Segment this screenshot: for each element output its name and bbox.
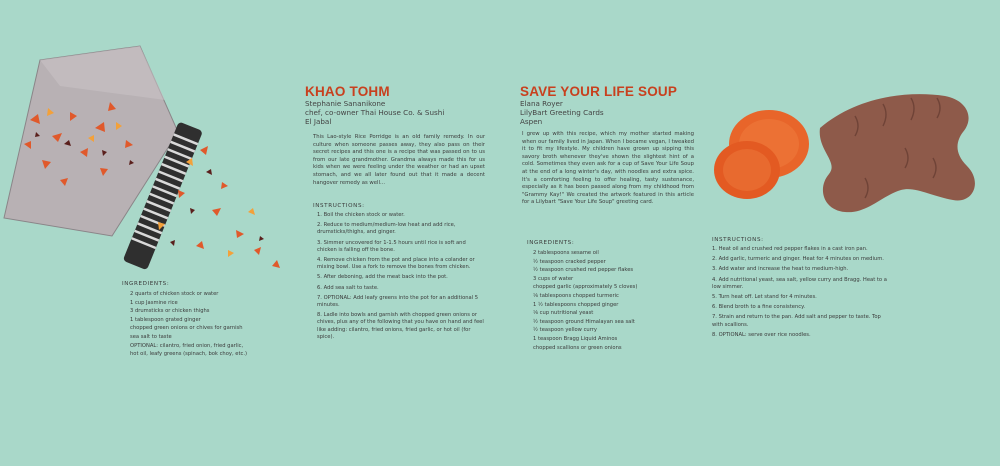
list-item: 5. After deboning, add the meat back into the pot.	[317, 274, 448, 281]
khao-role: chef, co-owner Thai House Co. & Sushi	[305, 108, 445, 118]
khao-ingredients-heading: INGREDIENTS:	[122, 281, 170, 287]
khao-ingredients-section	[122, 281, 282, 359]
list-item: 8. OPTIONAL: serve over rice noodles.	[712, 331, 811, 338]
list-item: 1. Heat oil and crushed red pepper flakes in a cast iron pan.	[712, 246, 868, 252]
soup-place: Aspen	[520, 117, 543, 127]
soup-header	[520, 84, 705, 127]
list-item: 3 cups of water	[533, 275, 574, 282]
list-item: 6. Add sea salt to taste.	[317, 284, 379, 291]
soup-instructions-section	[712, 237, 888, 342]
list-item: ½ teaspoon ground Himalayan sea salt	[533, 318, 635, 325]
list-item: 2. Add garlic, turmeric and ginger. Heat for 4 minutes on medium.	[712, 256, 884, 263]
list-item: 5. Turn heat off. Let stand for 4 minutes.	[712, 294, 817, 301]
soup-instructions-list	[712, 246, 888, 339]
khao-ingredients-list	[122, 290, 282, 359]
list-item: 4. Remove chicken from the pot and place into a colander or mixing bowl. Use a fork to remove the bones from chicken.	[317, 257, 475, 271]
list-item: 7. OPTIONAL: Add leafy greens into the pot for an additional 5 minutes.	[317, 294, 479, 309]
list-item: 1 cup Jasmine rice	[130, 299, 178, 306]
list-item: ½ teaspoon yellow curry	[533, 327, 597, 334]
list-item: sea salt to taste	[130, 333, 172, 340]
soup-ingredients-section	[527, 240, 697, 352]
list-item: OPTIONAL: cilantro, fried onion, fried garlic,	[130, 342, 244, 349]
list-item: chopped garlic (approximately 5 cloves)	[533, 284, 638, 291]
list-item: ⅛ tablespoons chopped turmeric	[533, 292, 619, 299]
list-item: 3. Add water and increase the heat to medium-high.	[712, 266, 849, 273]
soup-ingredients-heading: INGREDIENTS:	[527, 240, 575, 246]
khao-intro: This Lao-style Rice Porridge is an old family remedy. In our culture when someone passes away, they also pass on their secret recipes and this one is a recipe that was passed on to us from our late grandmother. Grandma always made this for us kids when we were feeling under the weather or had an upset stomach, and we all later found out that it made a decent hangover remedy as well...	[313, 134, 485, 186]
list-item: chopped green onions or chives for garnish	[130, 325, 243, 332]
soup-role: LilyBart Greeting Cards	[520, 108, 604, 118]
list-item: chopped scallions or green onions	[533, 344, 622, 351]
list-item: 1. Boil the chicken stock or water.	[317, 212, 405, 218]
list-item: 2 tablespoons sesame oil	[533, 250, 599, 256]
list-item: ½ teaspoon cracked pepper	[533, 258, 606, 265]
khao-place: El Jabal	[305, 117, 332, 127]
list-item: 3 drumsticks or chicken thighs	[130, 308, 210, 315]
list-item: 3. Simmer uncovered for 1-1.5 hours until rice is soft and chicken is falling off the bone.	[317, 239, 466, 253]
soup-intro: I grew up with this recipe, which my mother started making when our family lived in Japan. When I became vegan, I tweaked it to fit my lifestyle. My children have grown up sipping this savory broth whenever they've shown the slightest hint of a cold. Sometimes they even ask for a cup of Save Your Life Soup at the end of a long winter's day, with noodles and extra spice. It's a comforting feeling to offer healing, tasty sustenance, especially as it has been passed along from my childhood from "Grammy Kay!" We created the artwork featured in this article for a Lilybart "Save Your Life Soup" greeting card.	[522, 131, 694, 206]
list-item: 1 ½ tablespoons chopped ginger	[533, 301, 619, 308]
khao-title: KHAO TOHM	[305, 84, 390, 99]
list-item: 6. Blend broth to a fine consistency.	[712, 304, 806, 311]
khao-author: Stephanie Sananikone	[305, 99, 386, 108]
list-item: 7. Strain and return to the pan. Add salt and pepper to taste. Top with scallions.	[712, 314, 881, 328]
soup-instructions-heading: INSTRUCTIONS:	[712, 237, 764, 243]
list-item: ⅛ cup nutritional yeast	[533, 310, 594, 317]
list-item: 2. Reduce to medium/medium-low heat and add rice, drumsticks/thighs, and ginger.	[317, 222, 456, 236]
turmeric-illustration	[705, 88, 990, 238]
khao-instructions-list	[313, 212, 486, 341]
list-item: 8. Ladle into bowls and garnish with chopped green onions or chives, plus any of the following that you have on hand and feel like adding: cilantro, fried onions, fried garlic, or hot oil (for spice).	[317, 312, 484, 340]
list-item: 1 teaspoon Bragg Liquid Aminos	[533, 335, 618, 342]
list-item: hot oil, leafy greens (spinach, bok choy, etc.)	[130, 351, 248, 358]
soup-ingredients-list	[527, 249, 697, 352]
soup-author: Elana Royer	[520, 99, 563, 108]
list-item: 1 tablespoon grated ginger	[130, 316, 201, 323]
soup-title: SAVE YOUR LIFE SOUP	[520, 84, 678, 99]
list-item: ½ teaspoon crushed red pepper flakes	[533, 267, 634, 274]
khao-instructions-heading: INSTRUCTIONS:	[313, 203, 365, 209]
khao-header	[305, 84, 490, 127]
list-item: 2 quarts of chicken stock or water	[130, 291, 219, 297]
khao-instructions-section	[313, 203, 486, 344]
list-item: 4. Add nutritional yeast, sea salt, yellow curry and Bragg. Heat to a low simmer.	[712, 276, 887, 290]
rice-bowl-illustration	[0, 40, 300, 290]
